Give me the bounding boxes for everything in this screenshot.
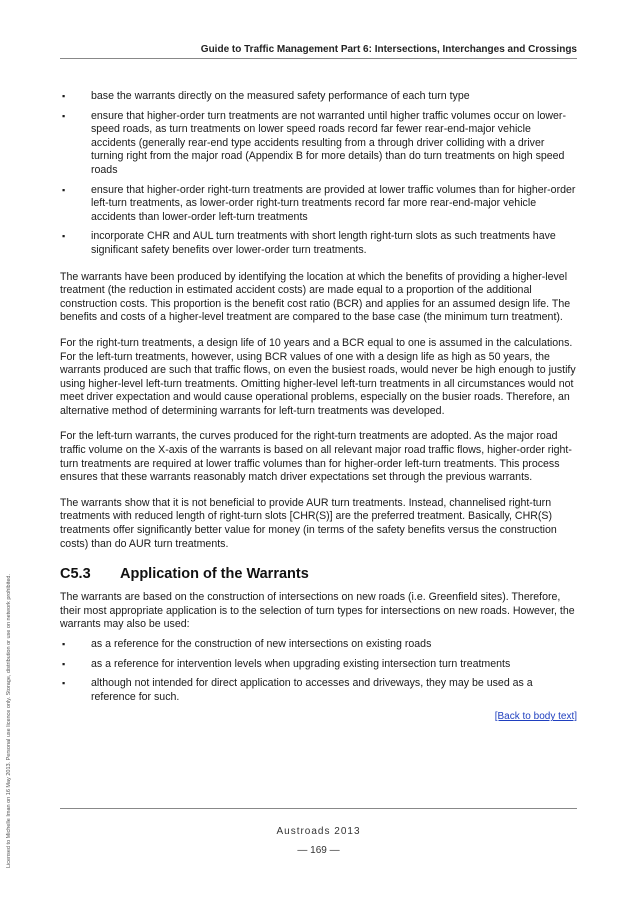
back-link-row (60, 710, 577, 724)
footer-divider (60, 808, 577, 809)
section-number: C5.3 (60, 566, 91, 583)
section-intro: The warrants are based on the construction of intersections on new roads (i.e. Greenfield sites). Therefore, their most appropriate application is to the selection of turn types for intersections on new roads. However, the warrants may also be used: (60, 591, 575, 631)
bullet-text: incorporate CHR and AUL turn treatments with short length right-turn slots as such treatments have significant safety benefits over lower-order turn treatments. (91, 230, 556, 256)
bullet-icon: ▪ (62, 91, 66, 101)
bullet-icon: ▪ (62, 658, 66, 669)
bullet-text: as a reference for the construction of new intersections on existing roads (91, 638, 432, 650)
bullet-icon: ▪ (62, 639, 66, 649)
back-to-body-link[interactable]: [Back to body text] (494, 711, 577, 723)
list-item (60, 184, 577, 225)
section-title: Application of the Warrants (120, 566, 309, 583)
section-heading (60, 565, 577, 583)
list-item (60, 110, 577, 178)
list-item (60, 230, 577, 257)
list-item (60, 638, 577, 652)
bullet-text: base the warrants directly on the measured safety performance of each turn type (91, 90, 470, 102)
list-item (60, 658, 577, 672)
bullet-icon: ▪ (62, 110, 66, 121)
page-body (60, 90, 577, 724)
paragraph: For the left-turn warrants, the curves produced for the right-turn treatments are adopted. As the major road traffic volume on the X-axis of the warrants is based on all relevant major road traffic flows, higher-order right-turn treatments are required at lower traffic volumes than for higher-order left-turn treatments. This process ensures that these warrants reasonably match driver expectations set through the previous warrants. (60, 430, 572, 484)
intro-bullet-list (60, 90, 577, 258)
bullet-icon: ▪ (62, 678, 66, 689)
list-item (60, 90, 577, 104)
list-item (60, 677, 577, 704)
footer-organisation: Austroads 2013 (276, 826, 361, 837)
section-bullet-list (60, 638, 577, 704)
paragraph: For the right-turn treatments, a design life of 10 years and a BCR equal to one is assumed in the calculations. For the left-turn treatments, however, using BCR values of one with a design life as high as 50 years, the warrants produced are such that traffic flows, on even the busiest roads, would never be high enough to justify using higher-level left-turn treatments. Omitting higher-level left-turn treatments in all circumstances would not meet driver expectation and would cause operational problems, especially on the busier roads. Therefore, an alternative method of determining warrants for left-turn treatments was developed. (60, 336, 576, 417)
bullet-icon: ▪ (62, 184, 66, 195)
bullet-text: as a reference for intervention levels when upgrading existing intersection turn treatments (91, 657, 511, 670)
bullet-text: although not intended for direct application to accesses and driveways, they may be used as a reference for such. (91, 677, 533, 703)
bullet-text: ensure that higher-order right-turn treatments are provided at lower traffic volumes than for higher-order left-turn treatments, as lower-order right-turn treatments record far more rear-end-major vehicle accidents than lower-order left-turn treatments (91, 183, 576, 223)
page-number: — 169 — (297, 845, 340, 856)
header-divider (60, 58, 577, 59)
bullet-text: ensure that higher-order turn treatments are not warranted until higher traffic volumes occur on lower-speed roads, as turn treatments on lower speed roads record far fewer rear-end-major vehicle accidents (generally rear-end type accidents resulting from a through driver colliding with a driver turning right from the major road (Appendix B for more details) than do turn treatments on high speed roads (91, 109, 566, 176)
bullet-icon: ▪ (62, 231, 66, 242)
paragraph: The warrants have been produced by identifying the location at which the benefits of providing a higher-level treatment (the reduction in estimated accident costs) are made equal to a proportion of the additional construction costs. This proportion is the benefit cost ratio (BCR) and applies for an assumed design life. The benefits and costs of a higher-level treatment are compared to the base case (the minimum turn treatment). (60, 270, 571, 324)
paragraph: The warrants show that it is not beneficial to provide AUR turn treatments. Instead, channelised right-turn treatments with reduced length of right-turn slots [CHR(S)] are the preferred treatment. Basically, CHR(S) treatments offer significantly better value for money (in terms of the safety benefits versus the construction costs) than do AUR turn treatments. (60, 496, 557, 550)
licence-watermark: Licensed to Michelle Iman on 16 May 2013. Personal use licence only. Storage, distribution or use on network prohibited. (6, 573, 12, 868)
running-header: Guide to Traffic Management Part 6: Intersections, Interchanges and Crossings (200, 44, 577, 55)
